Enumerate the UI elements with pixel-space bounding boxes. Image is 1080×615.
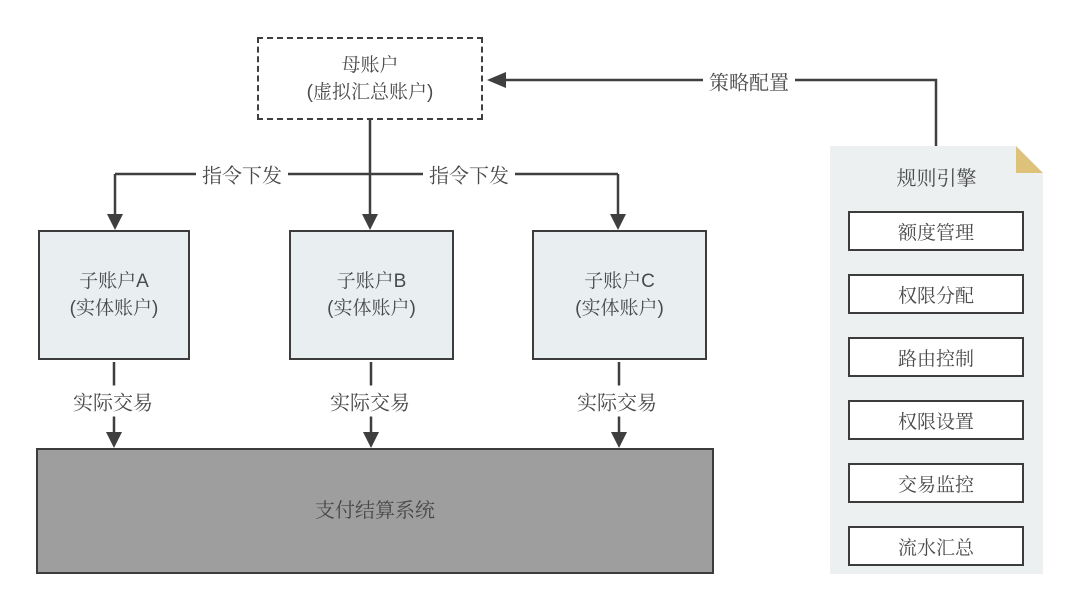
child-account-b-name: 子账户B [336,271,407,292]
strategy-config-label: 策略配置 [703,66,795,97]
rule-item-flow-summary: 流水汇总 [848,526,1024,566]
child-account-a-name: 子账户A [79,271,149,292]
arrowhead-payment-c [611,432,627,448]
payment-settlement-system-label: 支付结算系统 [315,499,435,522]
arrowhead-child-b [362,214,378,230]
arrowhead-child-c [610,214,626,230]
arrowhead-payment-b [363,432,379,448]
rule-item-permission-settings: 权限设置 [848,400,1024,440]
child-account-b-box [289,230,454,360]
transaction-label-a: 实际交易 [67,386,159,417]
rule-item-routing-control: 路由控制 [848,337,1024,377]
child-account-b-subtitle: (实体账户) [327,298,416,319]
payment-settlement-system-box [36,448,714,574]
transaction-label-b: 实际交易 [324,386,416,417]
child-account-a-box [38,230,190,360]
parent-account-box [257,37,483,120]
child-account-a-subtitle: (实体账户) [69,298,159,319]
child-account-c-subtitle: (实体账户) [575,298,664,319]
rule-item-quota-management: 额度管理 [848,211,1024,251]
arrowhead-payment-a [106,432,122,448]
rule-engine-title: 规则引擎 [896,168,977,190]
child-account-c-name: 子账户C [584,271,655,292]
parent-account-subtitle: (虚拟汇总账户) [306,81,434,103]
instruction-label-right: 指令下发 [423,159,515,190]
rule-engine-panel [830,146,1043,574]
transaction-label-c: 实际交易 [571,386,663,417]
arrowhead-child-a [107,214,123,230]
parent-account-name: 母账户 [341,54,399,76]
arrowhead-parent-left [487,72,506,88]
instruction-label-left: 指令下发 [196,159,288,190]
child-account-c-box [532,230,707,360]
rule-item-permission-allocation: 权限分配 [848,274,1024,314]
rule-item-transaction-monitoring: 交易监控 [848,463,1024,503]
